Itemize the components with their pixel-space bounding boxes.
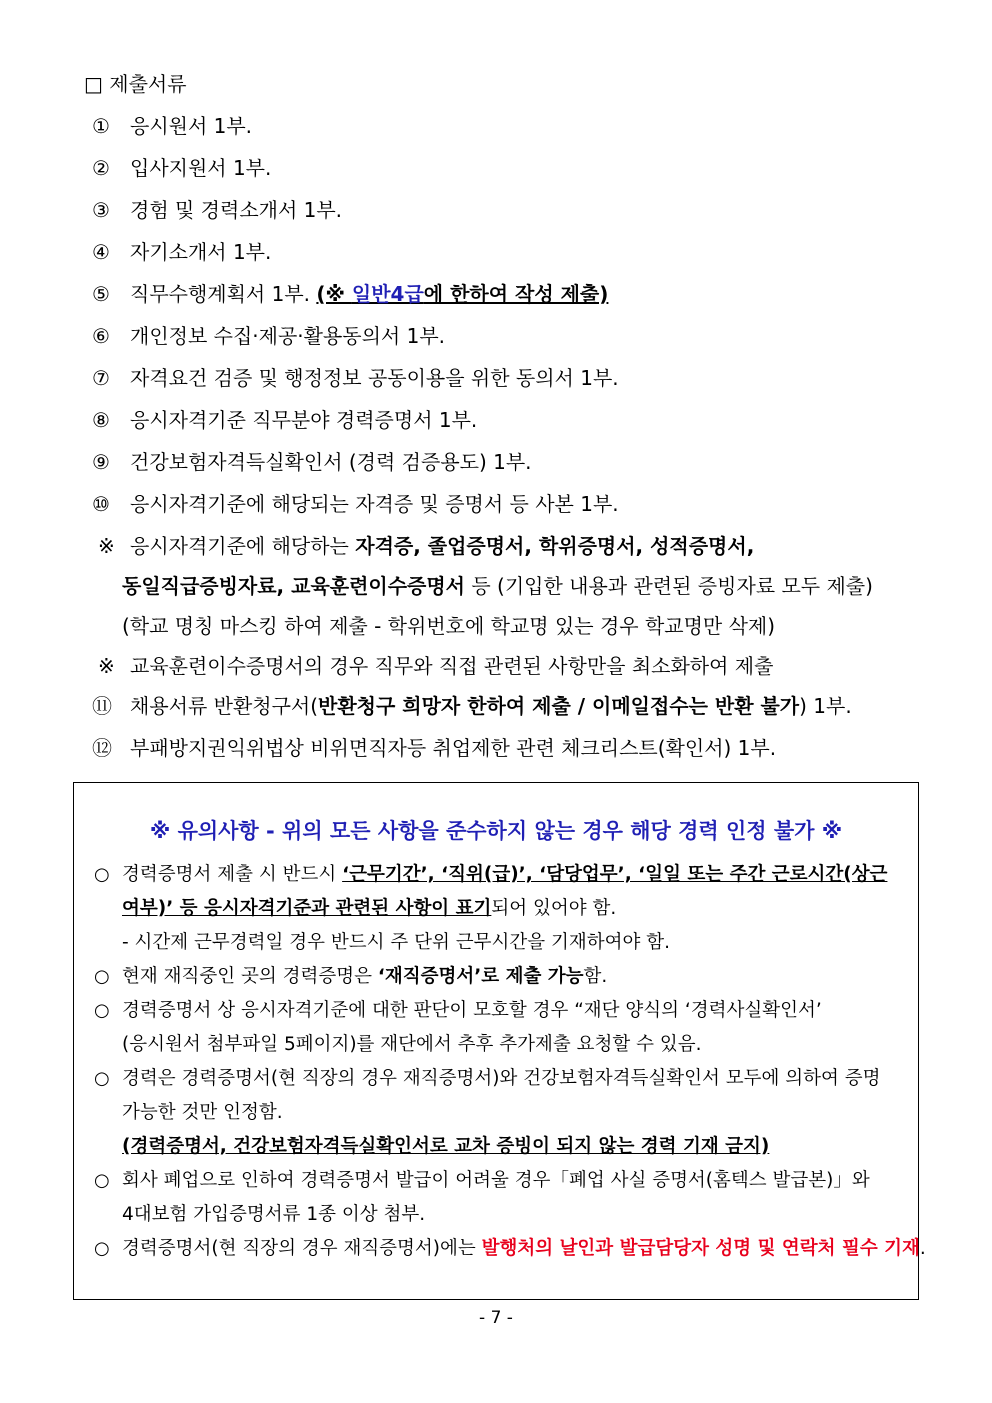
item-number: ⑤ — [92, 282, 110, 306]
item-text: 개인정보 수집·제공·활용동의서 1부. — [130, 324, 445, 348]
note-text: 교육훈련이수증명서의 경우 직무와 직접 관련된 사항만을 최소화하여 제출 — [130, 654, 774, 678]
list-item — [92, 194, 922, 236]
item-text: 응시원서 1부. — [130, 114, 253, 138]
caution-plain: 현재 재직중인 곳의 경력증명은 — [122, 966, 378, 987]
item-number: ④ — [92, 240, 110, 264]
item-text: 자기소개서 1부. — [130, 240, 272, 264]
caution-text: 경력증명서 상 응시자격기준에 대한 판단이 모호할 경우 “재단 양식의 ‘경력사실확인서’ — [122, 1000, 822, 1021]
item-number: ⑩ — [92, 492, 110, 516]
item-text-bold: 반환청구 희망자 한하여 제출 / 이메일접수는 반환 불가 — [318, 694, 800, 718]
circle-bullet-icon: ○ — [94, 1068, 110, 1089]
item-number: ⑦ — [92, 366, 110, 390]
item-number: ⑥ — [92, 324, 110, 348]
circle-bullet-icon: ○ — [94, 1170, 110, 1191]
emphasis-grade: 일반4급 — [351, 282, 424, 306]
item-text: 부패방지권익위법상 비위면직자등 취업제한 관련 체크리스트(확인서) 1부. — [130, 736, 777, 760]
caution-text — [122, 1233, 926, 1267]
item-number: ⑫ — [92, 736, 112, 760]
caution-plain: 경력증명서 제출 시 반드시 — [122, 864, 343, 885]
item-number: ⑨ — [92, 450, 110, 474]
caution-text — [122, 859, 887, 893]
emphasis-pre: (※ — [316, 282, 352, 306]
caution-item-cont — [94, 1097, 914, 1131]
list-item — [92, 404, 922, 446]
caution-emph: ‘재직증명서’로 제출 가능 — [377, 966, 584, 987]
note-bold: 자격증, 졸업증명서, 학위증명서, 성적증명서, — [355, 534, 755, 558]
list-item — [92, 732, 922, 774]
caution-emph-red: 발행처의 날인과 발급담당자 성명 및 연락처 필수 기재 — [481, 1238, 920, 1259]
item-text: 응시자격기준에 해당되는 자격증 및 증명서 등 사본 1부. — [130, 492, 619, 516]
caution-subitem — [94, 927, 914, 961]
caution-item — [94, 961, 914, 995]
page-number: - 7 - — [479, 1308, 513, 1328]
caution-text: 회사 폐업으로 인하여 경력증명서 발급이 어려울 경우「폐업 사실 증명서(홈텍스 발급본)」와 — [122, 1170, 870, 1191]
item-text-post: ) 1부. — [799, 694, 852, 718]
list-item — [92, 152, 922, 194]
circle-bullet-icon: ○ — [94, 1238, 110, 1259]
caution-item-cont — [94, 1029, 914, 1063]
caution-emph: ‘근무기간’, ‘직위(급)’, ‘담당업무’, ‘일일 또는 주간 근로시간(상근 — [342, 864, 888, 885]
caution-emph: (경력증명서, 건강보험자격득실확인서로 교차 증빙이 되지 않는 경력 기재 금지) — [122, 1136, 770, 1157]
list-item — [92, 362, 922, 404]
note-line — [92, 610, 922, 650]
list-item — [92, 488, 922, 530]
note-line — [92, 570, 922, 610]
caution-item — [94, 1233, 926, 1267]
item-number: ⑧ — [92, 408, 110, 432]
list-item — [92, 110, 922, 152]
caution-item-cont — [94, 893, 914, 927]
caution-text: (응시원서 첨부파일 5페이지)를 재단에서 추후 추가제출 요청할 수 있음. — [122, 1034, 702, 1055]
caution-item — [94, 859, 914, 893]
caution-text — [122, 893, 616, 927]
note-plain: 응시자격기준에 해당하는 — [130, 534, 356, 558]
caution-item — [94, 995, 914, 1029]
caution-text: 가능한 것만 인정함. — [122, 1102, 283, 1123]
note-text — [122, 570, 922, 610]
note-bold: 동일직급증빙자료, 교육훈련이수증명서 — [122, 574, 466, 598]
item-text-main: 직무수행계획서 1부. — [130, 282, 317, 306]
caution-emph: 여부)’ 등 응시자격기준과 관련된 사항이 표기 — [122, 898, 492, 919]
item-text — [130, 278, 922, 320]
list-item — [92, 278, 922, 320]
item-text: 입사지원서 1부. — [130, 156, 272, 180]
item-text: 자격요건 검증 및 행정정보 공동이용을 위한 동의서 1부. — [130, 366, 619, 390]
caution-body — [94, 859, 926, 1267]
list-item — [92, 236, 922, 278]
note-mark: ※ — [98, 654, 115, 678]
caution-text — [122, 961, 607, 995]
caution-box — [73, 782, 926, 1300]
caution-text: 4대보험 가입증명서류 1종 이상 첨부. — [122, 1204, 426, 1225]
note-line — [92, 530, 922, 570]
item-number: ① — [92, 114, 110, 138]
circle-bullet-icon: ○ — [94, 864, 110, 885]
caution-item — [94, 1165, 914, 1199]
caution-title: ※ 유의사항 - 위의 모든 사항을 준수하지 않는 경우 해당 경력 인정 불가 ※ — [149, 819, 843, 843]
item-number: ③ — [92, 198, 110, 222]
caution-plain: . — [919, 1238, 926, 1259]
list-item — [92, 320, 922, 362]
caution-item-cont — [94, 1199, 914, 1233]
caution-text: - 시간제 근무경력일 경우 반드시 주 단위 근무시간을 기재하여야 함. — [122, 932, 671, 953]
item-text: 경험 및 경력소개서 1부. — [130, 198, 343, 222]
note-line — [92, 650, 922, 690]
submission-list — [92, 110, 922, 774]
emphasis-note — [316, 282, 608, 306]
item-number: ② — [92, 156, 110, 180]
circle-bullet-icon: ○ — [94, 1000, 110, 1021]
note-mark: ※ — [98, 534, 115, 558]
caution-text: 경력은 경력증명서(현 직장의 경우 재직증명서)와 건강보험자격득실확인서 모두에 의하여 증명 — [122, 1068, 881, 1089]
caution-item-cont — [94, 1131, 914, 1165]
item-text: 건강보험자격득실확인서 (경력 검증용도) 1부. — [130, 450, 532, 474]
caution-plain: 경력증명서(현 직장의 경우 재직증명서)에는 — [122, 1238, 482, 1259]
caution-plain: 되어 있어야 함. — [491, 898, 617, 919]
item-text: 응시자격기준 직무분야 경력증명서 1부. — [130, 408, 478, 432]
list-item — [92, 446, 922, 488]
item-number: ⑪ — [92, 694, 112, 718]
note-text — [130, 530, 922, 570]
caution-plain: 함. — [583, 966, 608, 987]
item-text — [130, 690, 922, 732]
list-item — [92, 690, 922, 732]
emphasis-post: 에 한하여 작성 제출) — [423, 282, 609, 306]
note-text: (학교 명칭 마스킹 하여 제출 - 학위번호에 학교명 있는 경우 학교명만 삭제) — [122, 614, 776, 638]
note-plain: 등 (기입한 내용과 관련된 증빙자료 모두 제출) — [465, 574, 873, 598]
item-text-pre: 채용서류 반환청구서( — [130, 694, 319, 718]
section-heading: □ 제출서류 — [84, 72, 187, 96]
caution-item — [94, 1063, 914, 1097]
circle-bullet-icon: ○ — [94, 966, 110, 987]
